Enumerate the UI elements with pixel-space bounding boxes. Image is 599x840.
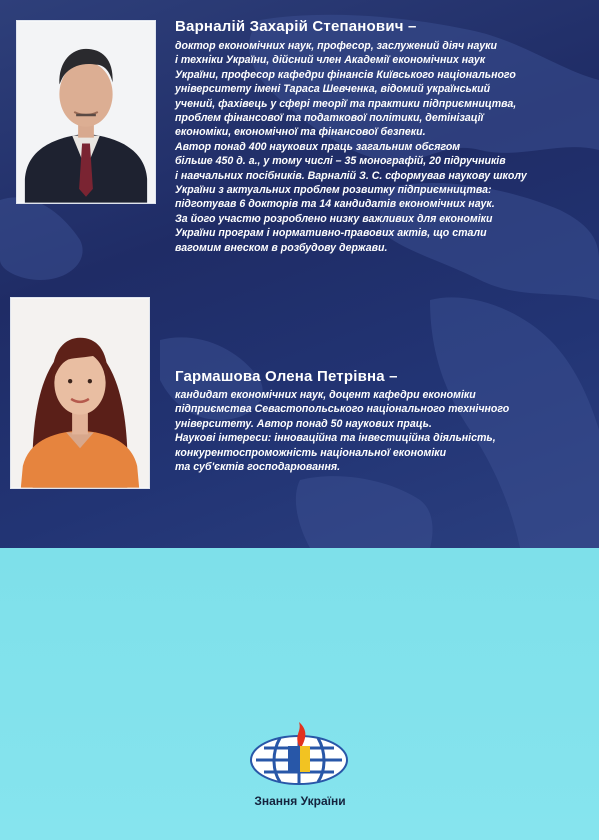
author1-bio-line: України програм і нормативно-правових актів, що стали: [175, 227, 487, 240]
author1-bio-line: За його участю розроблено низку важливих для економіки: [175, 212, 493, 225]
author2-bio-line: Наукові інтереси: інноваційна та інвестиційна діяльність,: [175, 432, 496, 445]
author2-photo: [10, 297, 150, 489]
author1-bio-line: Автор понад 400 наукових праць загальним обсягом: [175, 140, 461, 153]
author2-bio-line: кандидат економічних наук, доцент кафедри економіки: [175, 389, 476, 401]
author1-bio-line: підготував 6 докторів та 14 кандидатів економічних наук.: [175, 198, 495, 211]
author2-bio-line: та суб'єктів господарювання.: [175, 461, 341, 474]
author1-bio-line: України з актуальних проблем розвитку підприємництва:: [175, 184, 492, 197]
globe-book-flame-logo-icon: [244, 720, 354, 786]
author1-bio-line: учений, фахівець у сфері теорії та практики підприємництва,: [175, 97, 517, 110]
author1-bio-line: і навчальних посібників. Варналій З. С. сформував наукову школу: [175, 169, 527, 182]
author1-photo: [16, 20, 156, 204]
author2-name: Гармашова Олена Петрівна –: [175, 368, 398, 385]
author1-name: Варналій Захарій Степанович –: [175, 18, 417, 35]
author1-bio-line: і техніки України, дійсний член Академії економічних наук: [175, 54, 486, 67]
author1-bio-line: вагомим внеском в розбудову держави.: [175, 241, 388, 254]
author2-bio: [175, 388, 509, 474]
author1-bio-line: України, професор кафедри фінансів Київського національного: [175, 68, 516, 81]
author1-bio-line: проблем фінансової та податкової політики, детінізації: [175, 112, 484, 125]
author1-bio-line: доктор економічних наук, професор, заслужений діяч науки: [175, 40, 498, 52]
author1-bio-line: університету імені Тараса Шевченка, відомий український: [175, 83, 491, 96]
author1-bio: [175, 39, 527, 255]
author2-bio-line: підприємства Севастопольського національного технічного: [175, 403, 510, 416]
author2-bio-line: конкурентоспроможність національної економіки: [175, 446, 447, 459]
publisher-name: Знання України: [254, 794, 346, 808]
author2-bio-line: університету. Автор понад 50 наукових праць.: [175, 417, 432, 430]
author1-bio-line: економіки, економічної та фінансової безпеки.: [175, 126, 426, 139]
author1-bio-line: більше 450 д. а., у тому числі – 35 монографій, 20 підручників: [175, 155, 506, 168]
